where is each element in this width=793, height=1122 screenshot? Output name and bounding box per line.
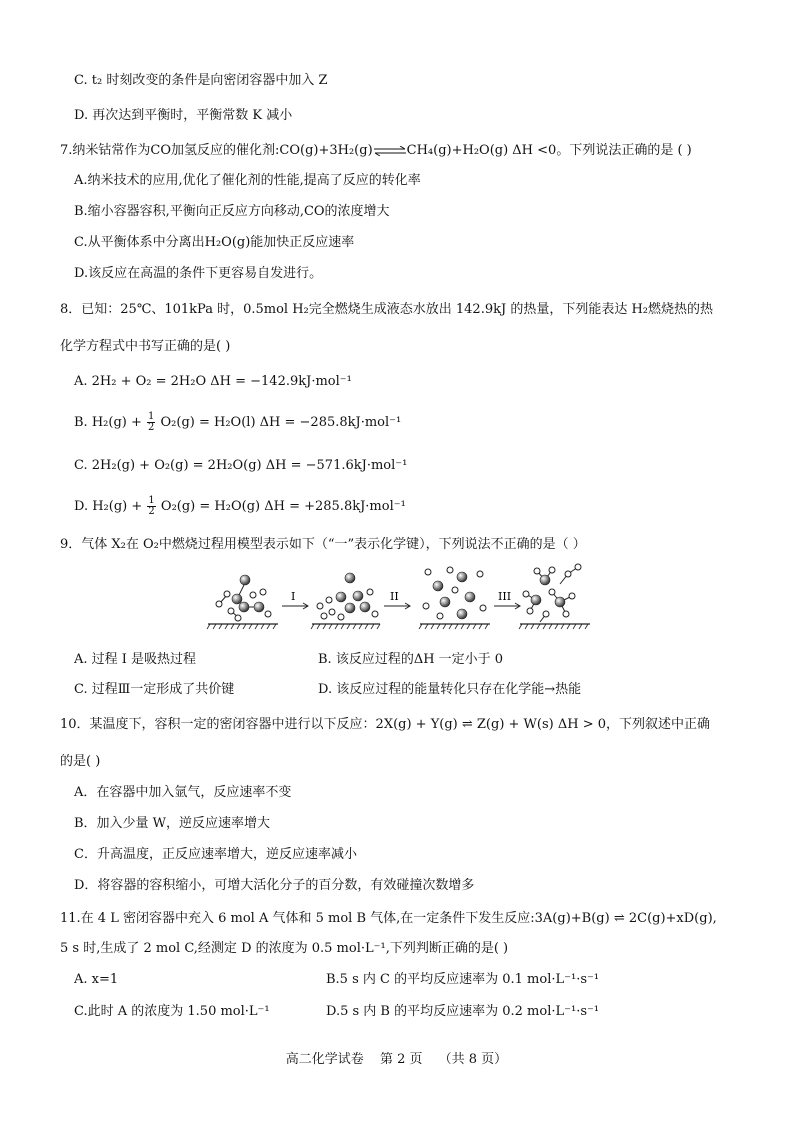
- footer-total-pages: （共 8 页）: [438, 1052, 508, 1067]
- equilibrium-arrow-icon: [373, 146, 407, 156]
- q8-b-rhs: O₂(g) = H₂O(l) ΔH = −285.8kJ·mol⁻¹: [160, 415, 402, 430]
- stage-2-atoms: [317, 573, 378, 620]
- q9-stem: 9．气体 X₂在 O₂中燃烧过程用模型表示如下（“一”表示化学键），下列说法不正确的是（ ）: [60, 537, 586, 552]
- combustion-model-diagram: [200, 562, 600, 634]
- q11-option-d: D.5 s 内 B 的平均反应速率为 0.2 mol·L⁻¹·s⁻¹: [326, 1004, 600, 1019]
- q8-stem-line1: 8．已知：25℃、101kPa 时，0.5mol H₂完全燃烧生成液态水放出 142.9kJ 的热量，下列能表达 H₂燃烧热的热: [60, 302, 714, 317]
- q7-option-b: B.缩小容器容积,平衡向正反应方向移动,CO的浓度增大: [74, 204, 390, 219]
- q9-option-a: A. 过程 I 是吸热过程: [74, 652, 197, 667]
- q7-stem: [60, 142, 692, 160]
- q6-option-d: D. 再次达到平衡时，平衡常数 K 减小: [74, 108, 293, 123]
- q8-d-rhs: O₂(g) = H₂O(g) ΔH = +285.8kJ·mol⁻¹: [160, 499, 406, 514]
- stage-3-atoms: [423, 567, 486, 619]
- q10-option-c: C．升高温度，正反应速率增大，逆反应速率减小: [74, 847, 357, 862]
- q7-option-a: A.纳米技术的应用,优化了催化剂的性能,提高了反应的转化率: [74, 173, 421, 188]
- q7-option-d: D.该反应在高温的条件下更容易自发进行。: [74, 266, 323, 281]
- q9-option-d: D. 该反应过程的能量转化只存在化学能→热能: [318, 682, 582, 697]
- q8-option-a: A. 2H₂ + O₂ = 2H₂O ΔH = −142.9kJ·mol⁻¹: [74, 374, 352, 389]
- q10-option-a: A．在容器中加入氩气，反应速率不变: [74, 785, 292, 800]
- q8-stem-line2: 化学方程式中书写正确的是( ): [60, 339, 231, 354]
- q11-option-a: A. x=1: [74, 972, 119, 987]
- q9-option-b: B. 该反应过程的ΔH 一定小于 0: [318, 652, 504, 667]
- fraction-one-half: $\frac{1}{2}$: [148, 411, 155, 433]
- q7-stem-part2: CH₄(g)+H₂O(g) ΔH <0。下列说法正确的是 ( ): [406, 143, 692, 158]
- fraction-one-half: $\frac{1}{2}$: [148, 495, 155, 517]
- q11-stem-line1: 11.在 4 L 密闭容器中充入 6 mol A 气体和 5 mol B 气体,在一定条件下发生反应:3A(g)+B(g) ⇌ 2C(g)+xD(g),: [60, 911, 717, 926]
- q8-b-lhs: B. H₂(g) +: [74, 415, 142, 430]
- step-label-iii: III: [498, 590, 512, 603]
- step-label-i: I: [291, 590, 296, 603]
- q8-option-b: [74, 412, 401, 433]
- q8-option-d: [74, 496, 406, 517]
- q11-option-c: C.此时 A 的浓度为 1.50 mol·L⁻¹: [74, 1004, 270, 1019]
- q10-option-d: D．将容器的容积缩小，可增大活化分子的百分数，有效碰撞次数增多: [74, 878, 475, 893]
- stage-4-products: [523, 564, 581, 622]
- q10-stem-line2: 的是( ): [60, 754, 101, 769]
- q10-stem-line1: 10．某温度下，容积一定的密闭容器中进行以下反应：2X(g) + Y(g) ⇌ Z(g) + W(s) ΔH > 0，下列叙述中正确: [60, 717, 711, 732]
- q7-option-c: C.从平衡体系中分离出H₂O(g)能加快正反应速率: [74, 235, 355, 250]
- q6-option-c: C. t₂ 时刻改变的条件是向密闭容器中加入 Z: [74, 73, 328, 88]
- q7-stem-part1: 7.纳米钴常作为CO加氢反应的催化剂:CO(g)+3H₂(g): [60, 143, 373, 158]
- q8-option-c: C. 2H₂(g) + O₂(g) = 2H₂O(g) ΔH = −571.6kJ·mol⁻¹: [74, 458, 408, 473]
- footer-page-number: 第 2 页: [379, 1052, 423, 1067]
- q9-option-c: C. 过程Ⅲ一定形成了共价键: [74, 682, 235, 697]
- footer-title: 高二化学试卷: [285, 1052, 364, 1067]
- q10-option-b: B．加入少量 W，逆反应速率增大: [74, 816, 271, 831]
- step-label-ii: II: [390, 590, 399, 603]
- q11-option-b: B.5 s 内 C 的平均反应速率为 0.1 mol·L⁻¹·s⁻¹: [326, 972, 600, 987]
- page-footer: [0, 1048, 793, 1067]
- q8-d-lhs: D. H₂(g) +: [74, 499, 143, 514]
- stage-1-molecules: [216, 575, 271, 621]
- q11-stem-line2: 5 s 时,生成了 2 mol C,经测定 D 的浓度为 0.5 mol·L⁻¹,下列判断正确的是( ): [60, 941, 509, 956]
